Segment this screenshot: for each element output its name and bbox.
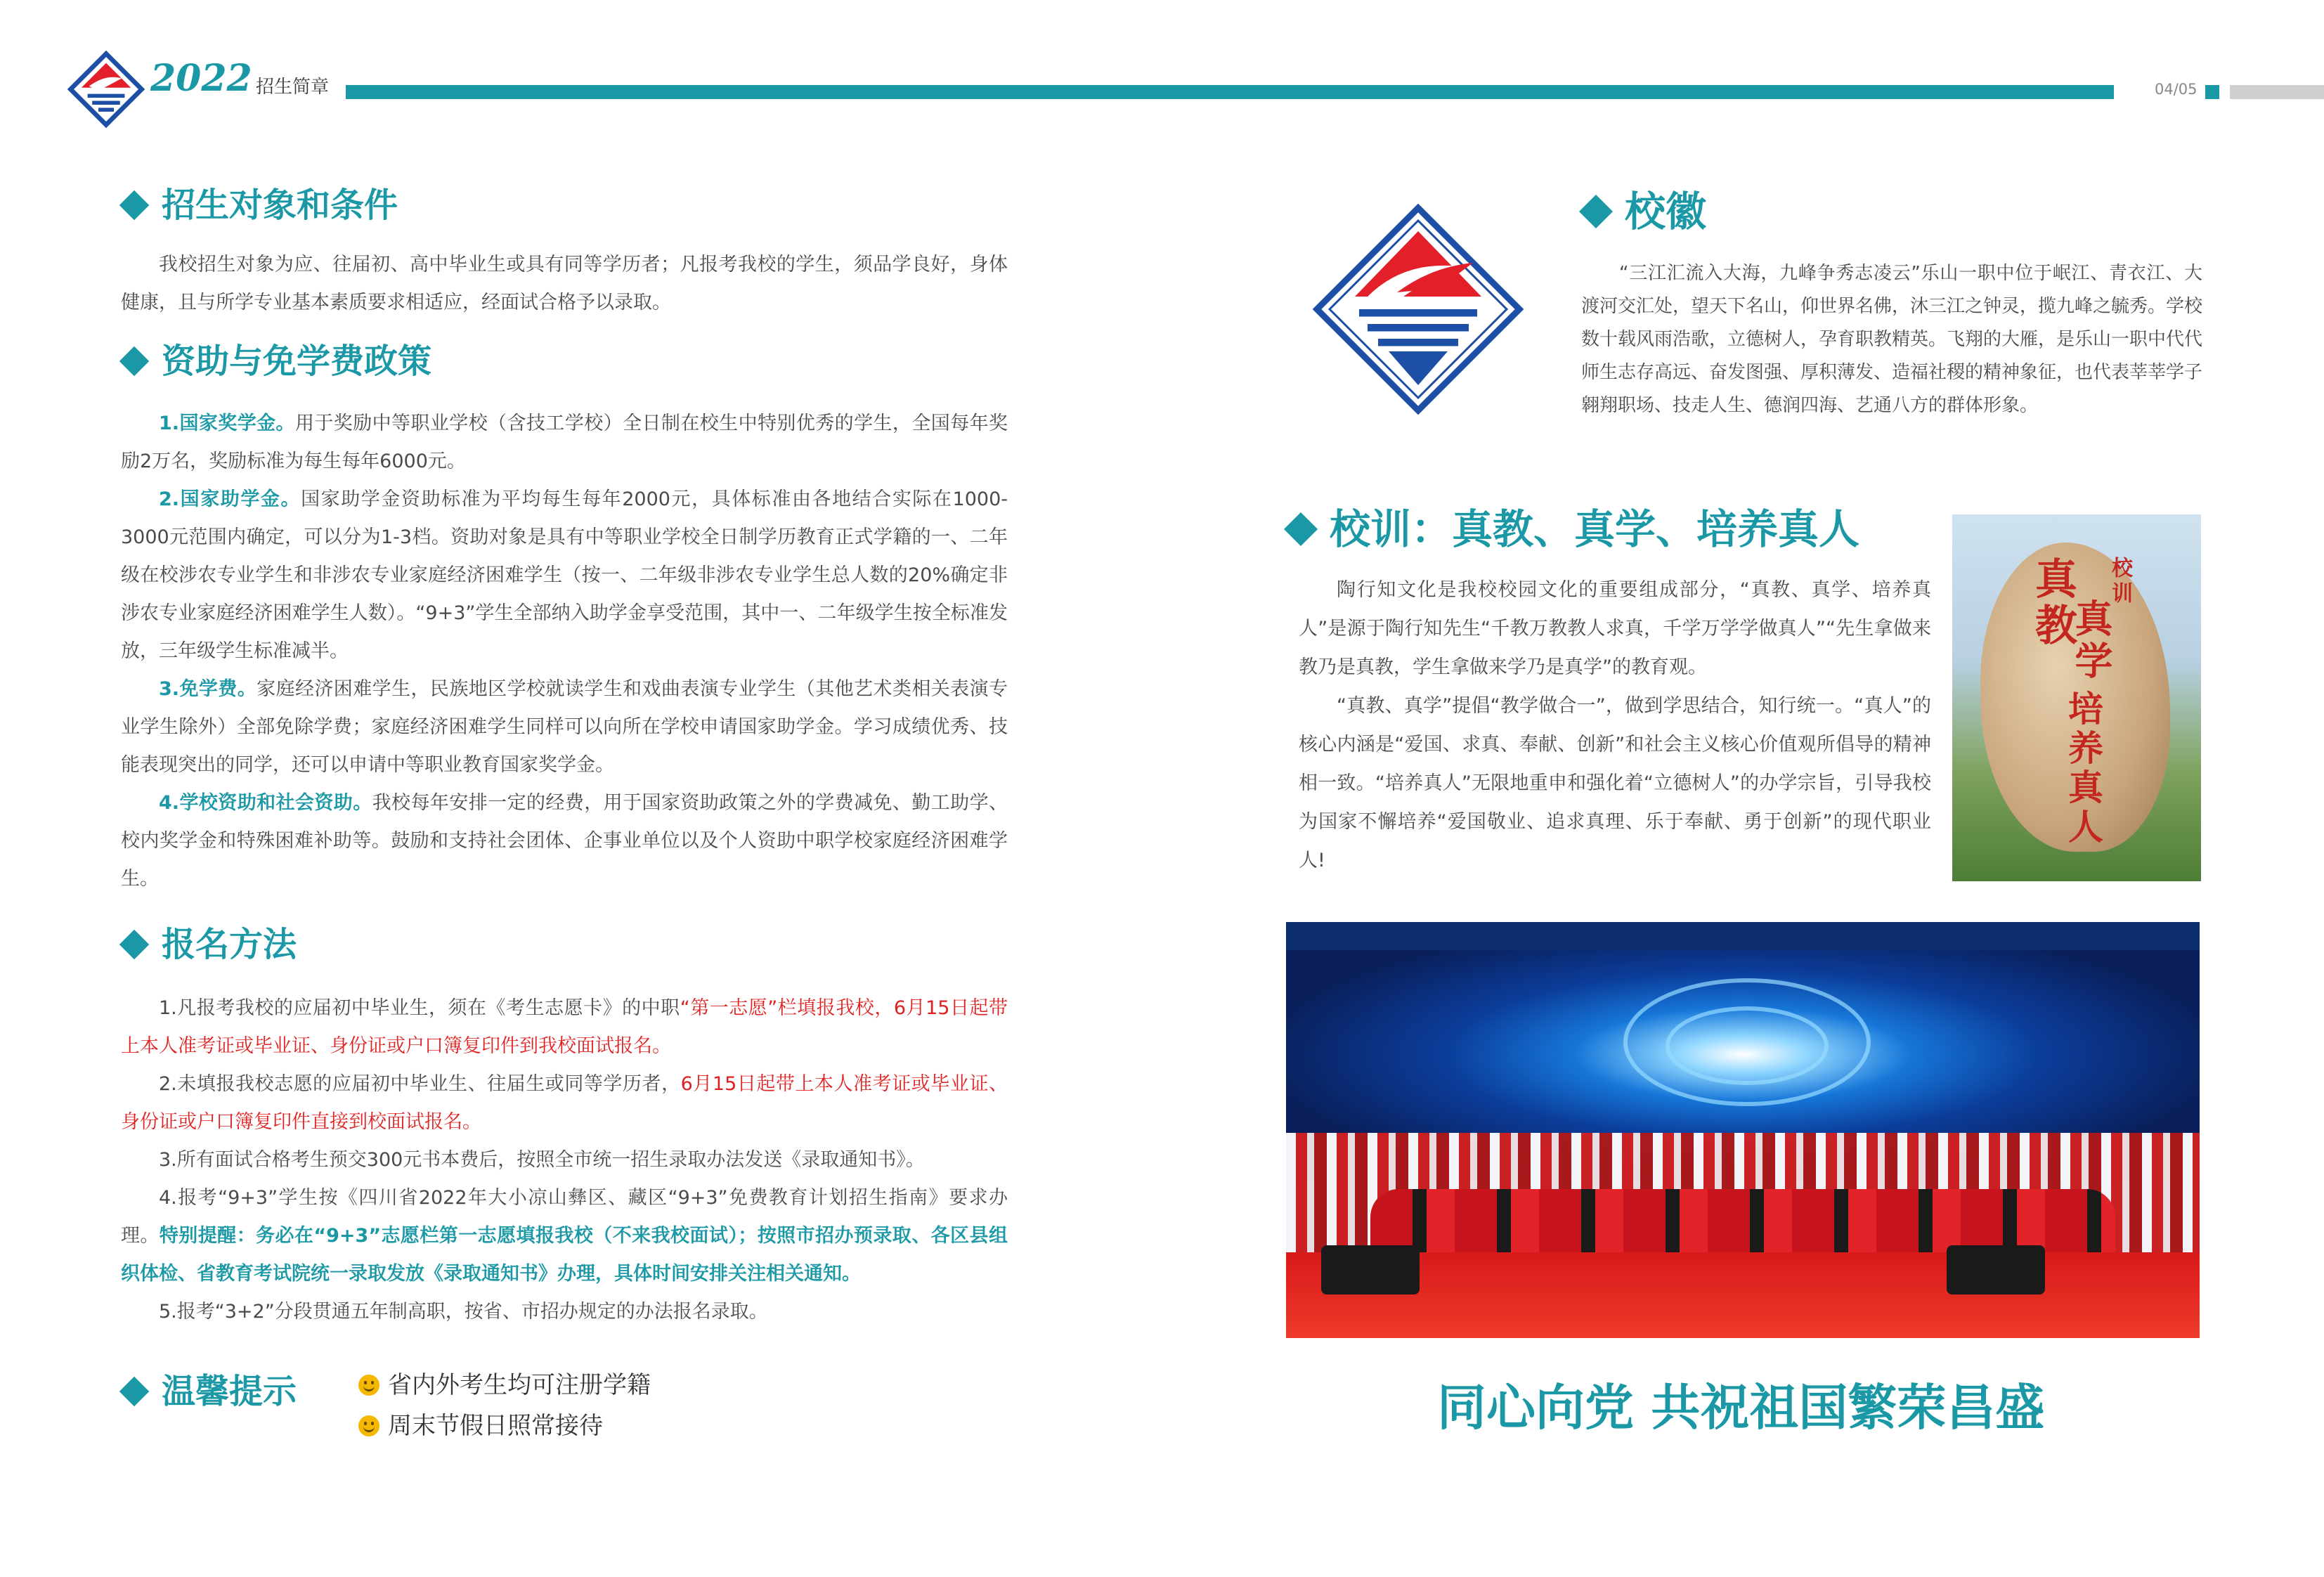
registration-text: 1.凡报考我校的应届初中毕业生，须在《考生志愿卡》的中职 (159, 997, 680, 1019)
smiley-icon (358, 1375, 379, 1396)
stage-speaker (1947, 1245, 2045, 1294)
aid-item-tuition-free (121, 670, 1008, 784)
registration-item-5: 5.报考“3+2”分段贯通五年制高职，按省、市招办规定的办法报名录取。 (159, 1301, 768, 1323)
section-heading-motto (1283, 505, 1860, 553)
motto-body-1: 陶行知文化是我校校园文化的重要组成部分，“真教、真学、培养真人”是源于陶行知先生“千教万教教人求真，千学万学学做真人”“先生拿做来教乃是真教，学生拿做来学乃是真学”的教育观。 (1299, 579, 1931, 678)
diamond-bullet-icon (1284, 512, 1318, 546)
tip-text: 省内外考生均可注册学籍 (388, 1371, 651, 1399)
tip-item (358, 1406, 651, 1446)
page-number: 04/05 (2155, 81, 2198, 98)
section-title: 报名方法 (162, 925, 297, 964)
school-emblem (1313, 204, 1524, 415)
section-title: 校徽 (1625, 188, 1707, 235)
stage-speaker (1321, 1245, 1420, 1294)
stone-carving: 培养真人 (2063, 690, 2104, 848)
motto-body-2: “真教、真学”提倡“教学做合一”，做到学思结合，知行统一。“真人”的核心内涵是“爱国、求真、奉献、创新”和社会主义核心价值观所倡导的精神相一致。“培养真人”无限地重申和强化着“立德树人”的办学宗旨，引导我校为国家不懈培养“爱国敬业、追求真理、乐于奉献、勇于创新”的现代职业人! (1299, 695, 1931, 871)
aid-item-text: 用于奖励中等职业学校（含技工学校）全日制在校生中特别优秀的学生，全国每年奖励2万名，奖励标准为每生每年6000元。 (121, 413, 1008, 472)
diamond-bullet-icon (119, 1377, 149, 1406)
registration-item-1 (121, 989, 1008, 1065)
stage-performance-photo (1286, 922, 2200, 1338)
bottom-slogan: 同心向党 共祝祖国繁荣昌盛 (1437, 1379, 2045, 1436)
aid-item-grant (121, 481, 1008, 670)
diamond-bullet-icon (119, 190, 149, 220)
section-title: 温馨提示 (162, 1372, 297, 1411)
header-square (2205, 85, 2219, 99)
emblem-body: “三江汇流入大海，九峰争秀志凌云”乐山一职中位于岷江、青衣江、大渡河交汇处，望天下名山，仰世界名佛，沐三江之钟灵，揽九峰之毓秀。学校数十载风雨浩歌，立德树人，孕育职教精英。飞翔的大雁，是乐山一职中代代师生志存高远、奋发图强、厚积薄发、造福社稷的精神象征，也代表莘莘学子翱翔职场、技走人生、德润四海、艺通八方的群体形象。 (1581, 263, 2203, 416)
header-school-logo (67, 51, 145, 128)
registration-item-4 (121, 1179, 1008, 1293)
aid-item-label: 3.免学费。 (159, 678, 257, 700)
registration-highlight: “第一志愿”栏填报我校，6月15日起带上本人准考证或毕业证、身份证或户口簿复印件到我校面试报名。 (121, 997, 1008, 1057)
registration-item-3: 3.所有面试合格考生预交300元书本费后，按照全市统一招生录取办法发送《录取通知书》。 (159, 1149, 925, 1171)
admission-paragraph (121, 246, 1008, 322)
admission-body: 我校招生对象为应、往届初、高中毕业生或具有同等学历者；凡报考我校的学生，须品学良好，身体健康，且与所学专业基本素质要求相适应，经面试合格予以录取。 (121, 254, 1008, 313)
header-grey-bar (2230, 85, 2324, 99)
aid-list (121, 405, 1008, 898)
diamond-bullet-icon (1579, 195, 1613, 228)
aid-item-label: 2.国家助学金。 (159, 488, 301, 510)
aid-item-school-social (121, 784, 1008, 898)
registration-highlight: 6月15日起带上本人准考证或毕业证、身份证或户口簿复印件直接到校面试报名。 (121, 1073, 1008, 1133)
header-rule (346, 85, 2114, 99)
tip-text: 周末节假日照常接待 (388, 1412, 603, 1440)
aid-item-label: 1.国家奖学金。 (159, 413, 295, 434)
emblem-paragraph (1581, 257, 2202, 422)
aid-item-scholarship (121, 405, 1008, 481)
diamond-bullet-icon (119, 930, 149, 959)
stone-carving-small: 校训 (2108, 557, 2132, 607)
registration-special-note: 特别提醒：务必在“9+3”志愿栏第一志愿填报我校（不来我校面试）；按照市招办预录取、各区县组织体检、省教育考试院统一录取发放《录取通知书》办理，具体时间安排关注相关通知。 (121, 1225, 1008, 1285)
stone-carving: 真学 (2069, 599, 2114, 683)
aid-item-label: 4.学校资助和社会资助。 (159, 792, 372, 814)
stage-floor (1286, 1252, 2200, 1338)
motto-stone-photo (1952, 514, 2201, 881)
aid-item-text: 国家助学金资助标准为平均每生每年2000元，具体标准由各地结合实际在1000-3000元范围内确定，可以分为1-3档。资助对象是具有中等职业学校全日制学历教育正式学籍的一、二年级在校涉农专业学生和非涉农专业家庭经济困难学生（按一、二年级非涉农专业学生总人数的20%确定非涉农专业家庭经济困难学生人数）。“9+3”学生全部纳入助学金享受范围，其中一、二年级学生按全标准发放，三年级学生标准减半。 (121, 488, 1008, 662)
section-heading-registration (118, 925, 297, 964)
aid-item-text: 家庭经济困难学生，民族地区学校就读学生和戏曲表演专业学生（其他艺术类相关表演专业学生除外）全部免除学费；家庭经济困难学生同样可以向所在学校申请国家助学金。学习成绩优秀、技能表现突出的同学，还可以申请中等职业教育国家奖学金。 (121, 678, 1008, 776)
diamond-bullet-icon (119, 346, 149, 376)
tip-item (358, 1365, 651, 1406)
registration-item-2 (121, 1065, 1008, 1141)
section-heading-tips (118, 1372, 297, 1411)
section-heading-aid (118, 342, 432, 381)
section-heading-emblem (1578, 188, 1707, 235)
registration-text: 4.报考“9+3”学生按《四川省2022年大小凉山彝区、藏区“9+3”免费教育计划招生指南》要求办理。 (121, 1187, 1008, 1247)
tips-list (358, 1365, 651, 1446)
header-year: 2022 (150, 57, 252, 100)
section-heading-admission (118, 186, 398, 225)
aid-item-text: 我校每年安排一定的经费，用于国家资助政策之外的学费减免、勤工助学、校内奖学金和特殊困难补助等。鼓励和支持社会团体、企事业单位以及个人资助中职学校家庭经济困难学生。 (121, 792, 1008, 890)
header-subtitle: 招生简章 (256, 77, 330, 98)
registration-text: 2.未填报我校志愿的应届初中毕业生、往届生或同等学历者， (159, 1073, 681, 1095)
section-title: 招生对象和条件 (162, 186, 398, 225)
motto-paragraph (1299, 571, 1931, 880)
registration-list (121, 989, 1008, 1331)
section-title: 资助与免学费政策 (162, 342, 432, 381)
section-title: 校训：真教、真学、培养真人 (1330, 505, 1860, 553)
smiley-icon (358, 1415, 379, 1436)
screen-ring (1666, 1006, 1829, 1085)
stone-carving: 真教 (2028, 557, 2077, 649)
